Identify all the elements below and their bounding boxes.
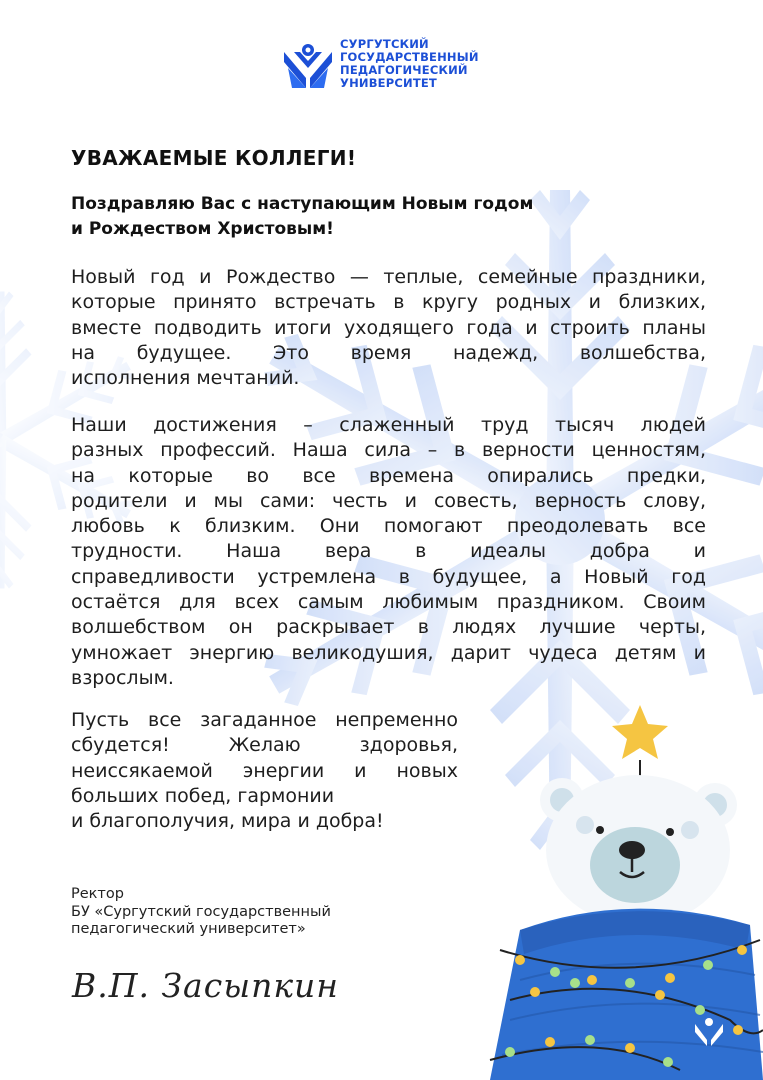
handwritten-signature: В.П. Засыпкин	[72, 966, 340, 1005]
polar-bear-illustration	[480, 700, 763, 1080]
signatory-line: Ректор	[71, 886, 124, 902]
star-icon	[612, 705, 668, 780]
congrats-line: Поздравляю Вас с наступающим Новым годом	[71, 194, 534, 214]
logo-line: ГОСУДАРСТВЕННЫЙ	[340, 50, 479, 64]
paragraph-line: волшебством он раскрывает в людях лучшие черты,	[71, 616, 706, 639]
paragraph-line: на будущее. Это время надежд, волшебства,	[71, 341, 706, 364]
signatory-line: педагогический университет»	[71, 921, 306, 937]
congratulation-heading	[71, 192, 671, 242]
paragraph-line: и благополучия, мира и добра!	[71, 810, 384, 833]
university-emblem-icon	[282, 38, 334, 90]
paragraph-line: трудности. Наша вера в идеалы добра и	[71, 540, 706, 563]
paragraph-line: родители и мы сами: честь и совесть, верность слову,	[71, 489, 706, 512]
paragraph-line: которые принято встречать в кругу родных и близких,	[71, 291, 706, 314]
university-name	[340, 38, 479, 90]
paragraph-line: взрослым.	[71, 666, 174, 689]
paragraph-line: остаётся для всех самым любимым праздником. Своим	[71, 591, 706, 614]
letter-greeting: УВАЖАЕМЫЕ КОЛЛЕГИ!	[71, 146, 357, 170]
paragraph-line: справедливости устремлена в будущее, а Новый год	[71, 565, 706, 588]
paragraph-line: исполнения мечтаний.	[71, 367, 300, 390]
paragraph-line: Наши достижения – слаженный труд тысяч людей	[71, 414, 706, 436]
paragraph-line: разных профессий. Наша сила – в верности ценностям,	[71, 439, 706, 462]
paragraph-line: Пусть все загаданное непременно	[71, 709, 458, 731]
paragraph-line: умножает энергию великодушия, дарит чудеса детям и	[71, 641, 706, 664]
paragraph-line: неиссякаемой энергии и новых	[71, 759, 458, 782]
letter-paragraph-2	[71, 413, 706, 691]
signatory-title	[71, 886, 331, 939]
signatory-line: БУ «Сургутский государственный	[71, 903, 331, 920]
paragraph-line: любовь к близким. Они помогают преодолевать все	[71, 515, 706, 538]
congrats-line: и Рождеством Христовым!	[71, 219, 334, 239]
letter-paragraph-3	[71, 708, 458, 834]
logo-line: ПЕДАГОГИЧЕСКИЙ	[340, 63, 468, 77]
paragraph-line: больших побед, гармонии	[71, 784, 335, 807]
paragraph-line: Новый год и Рождество — теплые, семейные праздники,	[71, 266, 706, 288]
letter-paragraph-1	[71, 265, 706, 391]
paragraph-line: сбудется! Желаю здоровья,	[71, 734, 458, 757]
paragraph-line: на которые во все времена опирались предки,	[71, 464, 706, 487]
logo-line: УНИВЕРСИТЕТ	[340, 76, 437, 90]
logo-line: СУРГУТСКИЙ	[340, 37, 429, 51]
university-logo	[282, 38, 479, 90]
paragraph-line: вместе подводить итоги уходящего года и строить планы	[71, 316, 706, 339]
